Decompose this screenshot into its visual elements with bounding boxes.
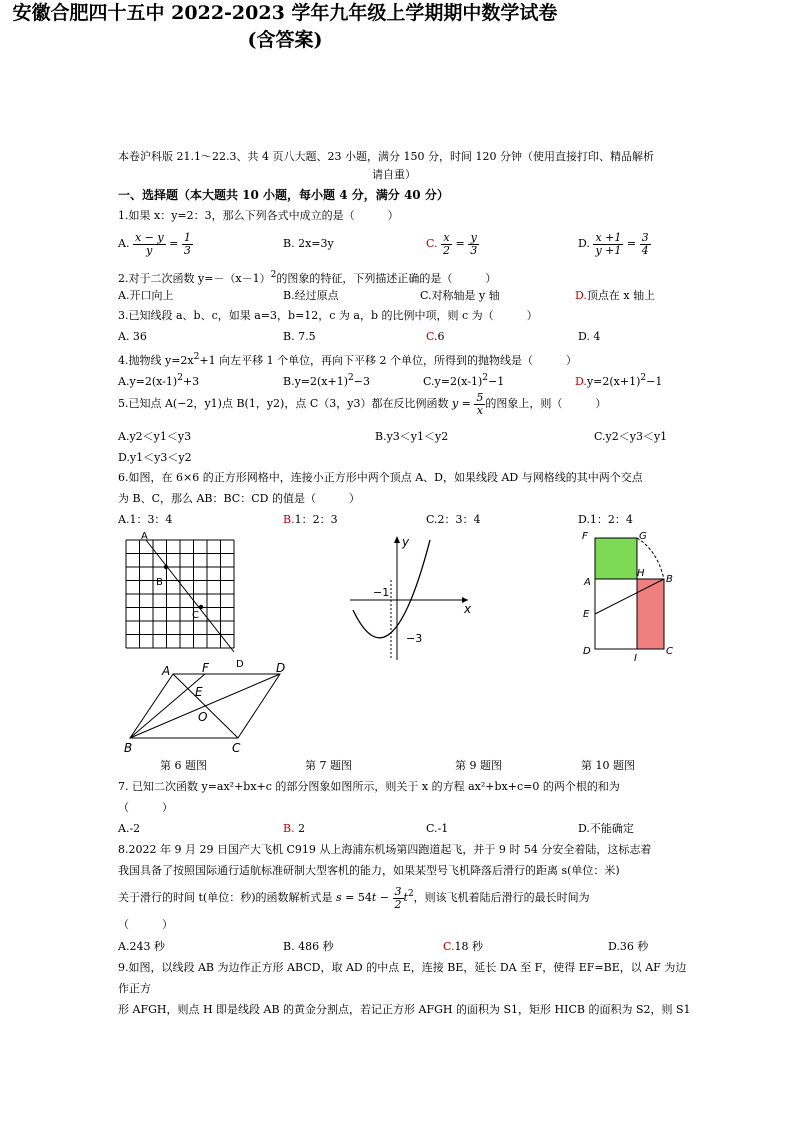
q9-line3: 形 AFGH，则点 H 即是线段 AB 的黄金分割点，若记正方形 AFGH 的面积为 S1，矩形 HICB 的面积为 S2，则 S1 [118, 1003, 691, 1016]
f9-label-b: B [124, 741, 133, 755]
q4-option-d: $D.y=2(x+1)^2-1$ [575, 373, 663, 388]
q8-line3: 关于滑行的时间 t(单位：秒)的函数解析式是 s = 54t − $\frac{3}{2}$ $t^2$，则该飞机着陆后滑行的最长时间为 [118, 884, 590, 911]
q3-option-d: D. 4 [578, 330, 601, 343]
q6-option-a: A.1：3：4 [118, 513, 173, 526]
f10-label-h: H [637, 568, 645, 579]
f10-label-e: E [583, 609, 590, 620]
q7-line2: （ ） [118, 801, 173, 814]
q7-option-b: B. 2 [283, 822, 306, 835]
caption-fig10: 第 10 题图 [581, 759, 635, 772]
q5-option-c: C.y2＜y3＜y1 [594, 430, 668, 443]
subtitle-line2: 请自重） [372, 168, 416, 181]
f7-label-x: x [464, 602, 472, 616]
f10-label-f: F [582, 531, 588, 542]
q8-option-b: B. 486 秒 [283, 940, 334, 953]
q6-option-d: D.1：2：4 [578, 513, 633, 526]
figure-6 [126, 531, 244, 670]
caption-fig9: 第 9 题图 [455, 759, 502, 772]
q8-option-a: A.243 秒 [118, 940, 165, 953]
f6-label-a: A [141, 531, 148, 542]
q1-option-d: D. $\frac{x +1}{y +1}$ = $\frac{3}{4}$ [578, 230, 649, 257]
f7-label-m1: −1 [373, 586, 390, 599]
q6-line1: 6.如图，在 6×6 的正方形网格中，连接小正方形中两个顶点 A、D，如果线段 AD 与网格线的其中两个交点 [118, 471, 643, 484]
q7-option-a: A.-2 [118, 822, 141, 835]
q5-stem: 5.已知点 A(−2，y1)点 B(1，y2)，点 C（3，y3）都在反比例函数 y = $\frac{5}{x}$ 的图象上，则（ ） [118, 390, 607, 417]
q1-option-c: C. $\frac{x}{2}$ = $\frac{y}{3}$ [426, 230, 478, 257]
f6-label-b: B [156, 577, 163, 588]
q8-line2: 我国具备了按照国际通行适航标准研制大型客机的能力，如果某型号飞机降落后滑行的距离 s(单位：米) [118, 864, 620, 877]
subtitle-line1: 本卷沪科版 21.1～22.3、共 4 页八大题、23 小题，满分 150 分，时间 120 分钟（使用直接打印、精品解析 [118, 150, 654, 163]
q5-option-a: A.y2＜y1＜y3 [118, 430, 192, 443]
caption-fig6: 第 6 题图 [160, 759, 207, 772]
q2-stem: 2.对于二次函数 $y=-(x-1)^2$的图象的特征，下列描述正确的是（ ） [118, 270, 497, 285]
q1-stem: 1.如果 x：y=2：3，那么下列各式中成立的是（ ） [118, 209, 399, 222]
q2-option-a: A.开口向上 [118, 289, 174, 302]
q6-line2: 为 B、C，那么 AB：BC：CD 的值是（ ） [118, 492, 360, 505]
q2-option-b: B.经过原点 [283, 289, 339, 302]
q8-option-c: C.18 秒 [443, 940, 484, 953]
f7-label-y: y [402, 535, 410, 549]
q4-option-b: $B.y=2(x+1)^2-3$ [283, 373, 370, 388]
f10-label-a: A [584, 577, 591, 588]
f10-label-d: D [583, 646, 591, 657]
f10-label-i: I [634, 653, 637, 664]
q8-line1: 8.2022 年 9 月 29 日国产大飞机 C919 从上海浦东机场第四跑道起飞，并于 9 时 54 分安全着陆，这标志着 [118, 843, 652, 856]
q3-stem: 3.已知线段 a、b、c，如果 a=3，b=12，c 为 a，b 的比例中项，则 c 为（ ） [118, 309, 538, 322]
q1-option-a: A. $\frac{x - y}{y}$ = $\frac{1}{3}$ [118, 230, 191, 257]
figure-10 [582, 531, 673, 664]
q4-option-c: $C.y=2(x-1)^2-1$ [423, 373, 505, 388]
q4-option-a: $A.y=2(x-1)^2+3$ [118, 373, 200, 388]
f6-label-c: C [192, 610, 199, 621]
q8-option-d: D.36 秒 [608, 940, 649, 953]
f10-label-c: C [666, 646, 673, 657]
q2-option-d: D.顶点在 x 轴上 [575, 289, 656, 302]
f9-label-a: A [162, 664, 171, 678]
q5-option-d: D.y1＜y3＜y2 [118, 451, 192, 464]
f9-label-f: F [202, 661, 209, 675]
caption-fig7: 第 7 题图 [305, 759, 352, 772]
q7-line1: 7. 已知二次函数 y=ax²+bx+c 的部分图象如图所示，则关于 x 的方程 ax²+bx+c=0 的两个根的和为 [118, 780, 620, 793]
f9-label-d: D [276, 661, 286, 675]
f6-label-d: D [236, 659, 244, 670]
f7-label-m3: −3 [406, 632, 423, 645]
q3-option-a: A. 36 [118, 330, 147, 343]
f9-label-c: C [232, 741, 241, 755]
f9-label-o: O [198, 710, 208, 724]
q6-option-b: B.1：2：3 [283, 513, 338, 526]
page-title: 安徽合肥四十五中 2022-2023 学年九年级上学期期中数学试卷(含答案) [12, 2, 558, 51]
q5-option-b: B.y3＜y1＜y2 [375, 430, 449, 443]
q9-line2: 作正方 [118, 982, 151, 995]
figure-9 [124, 661, 285, 755]
f10-label-g: G [639, 531, 647, 542]
f10-label-b: B [666, 574, 673, 585]
q7-option-d: D.不能确定 [578, 822, 634, 835]
q3-option-b: B. 7.5 [283, 330, 316, 343]
q2-option-c: C.对称轴是 y 轴 [420, 289, 500, 302]
q9-line1: 9.如图，以线段 AB 为边作正方形 ABCD，取 AD 的中点 E，连接 BE，延长 DA 至 F，使得 EF=BE，以 AF 为边 [118, 961, 687, 974]
q1-option-b: B. 2x=3y [283, 237, 334, 250]
q4-stem: 4.抛物线 $y=2x^2+1$ 向左平移 1 个单位，再向下平移 2 个单位，所得到的抛物线是（ ） [118, 352, 578, 367]
section-heading: 一、选择题（本大题共 10 小题，每小题 4 分，满分 40 分） [118, 188, 449, 202]
figure-7 [350, 535, 472, 660]
q7-option-c: C.-1 [426, 822, 449, 835]
q8-line4: （ ） [118, 918, 173, 931]
q6-option-c: C.2：3：4 [426, 513, 481, 526]
q3-option-c: C.6 [426, 330, 445, 343]
figures-area [110, 530, 690, 780]
f9-label-e: E [195, 685, 203, 699]
